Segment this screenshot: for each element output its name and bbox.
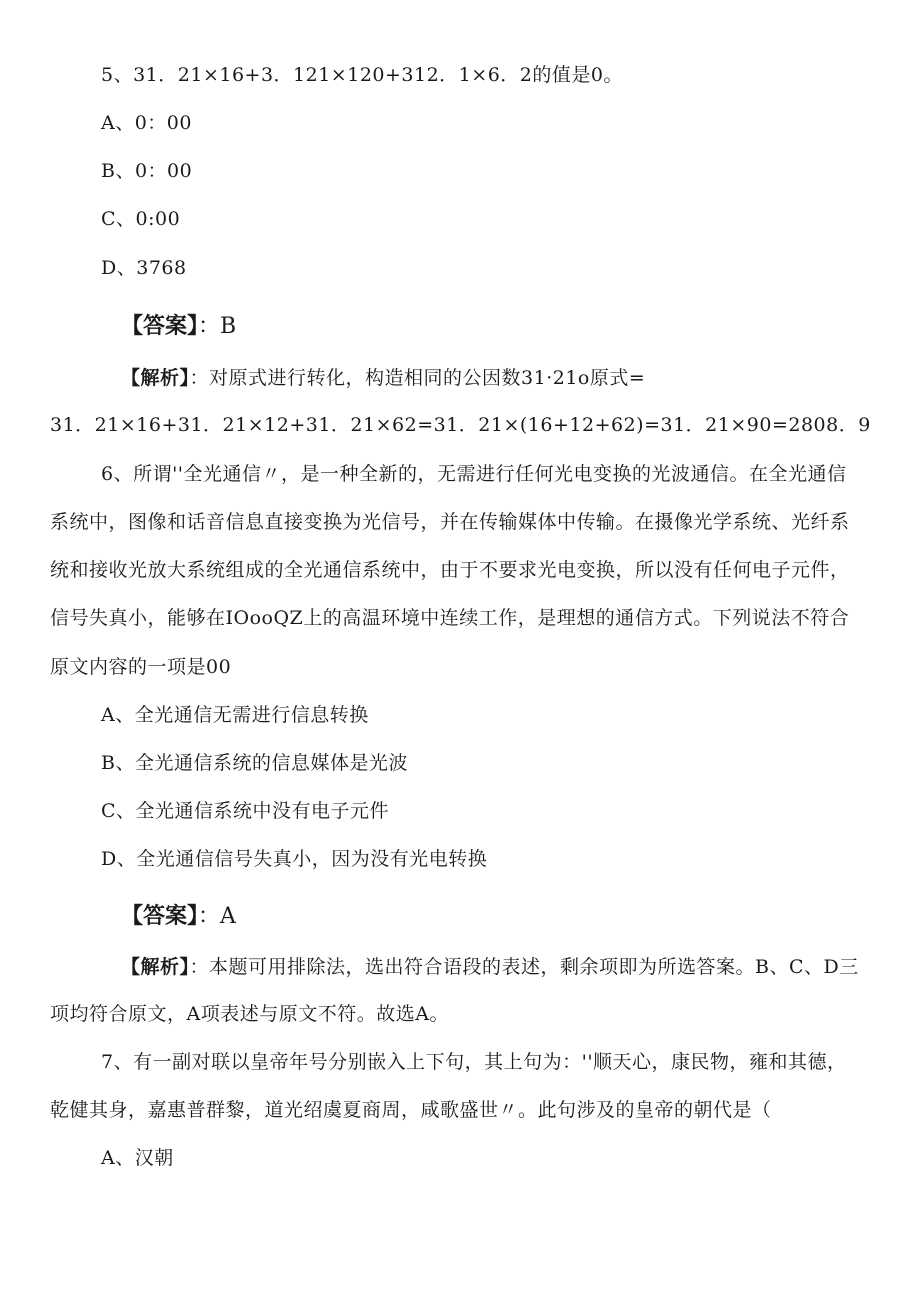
- answer-label: 【答案】: [121, 904, 199, 929]
- answer-value: ：B: [198, 314, 237, 339]
- question-5-explanation: [121, 366, 645, 390]
- question-6-option-d: D、全光通信信号失真小，因为没有光电转换: [101, 848, 488, 870]
- question-6-option-c: C、全光通信系统中没有电子元件: [101, 800, 390, 822]
- question-6-explanation-continued: 项均符合原文，A项表述与原文不符。故选A。: [50, 1003, 449, 1025]
- question-5-option-c: C、0:00: [101, 208, 181, 230]
- question-6-stem-line-5: 原文内容的一项是00: [50, 656, 232, 678]
- explanation-text: ：本题可用排除法，选出符合语段的表述，剩余项即为所选答案。B、C、D三: [189, 956, 859, 978]
- question-6-stem-line-4: 信号失真小，能够在IOooQZ上的高温环境中连续工作，是理想的通信方式。下列说法不符合: [50, 607, 850, 629]
- explanation-text: ：对原式进行转化，构造相同的公因数31·21o原式=: [189, 367, 646, 389]
- question-5-explanation-continued: 31．21×16+31．21×12+31．21×62=31．21×(16+12+62)=31．21×90=2808．9: [50, 414, 871, 436]
- question-5-answer: [121, 313, 236, 341]
- question-6-option-b: B、全光通信系统的信息媒体是光波: [101, 752, 408, 774]
- explanation-label: 【解析】: [121, 367, 190, 389]
- answer-value: ：A: [198, 904, 236, 929]
- question-7-stem-line-1: 7、有一副对联以皇帝年号分别嵌入上下句，其上句为：''顺天心，康民物，雍和其德，: [101, 1051, 847, 1073]
- question-6-stem-line-3: 统和接收光放大系统组成的全光通信系统中，由于不要求光电变换，所以没有任何电子元件，: [50, 559, 850, 581]
- question-7-option-a: A、汉朝: [101, 1147, 174, 1169]
- question-6-stem-line-1: 6、所谓''全光通信〃，是一种全新的，无需进行任何光电变换的光波通信。在全光通信: [101, 463, 847, 485]
- question-5-option-a: A、0：00: [101, 112, 192, 134]
- question-6-option-a: A、全光通信无需进行信息转换: [101, 704, 369, 726]
- question-5-stem: 5、31．21×16+3．121×120+312．1×6．2的值是0。: [101, 64, 623, 86]
- answer-label: 【答案】: [121, 314, 199, 339]
- explanation-label: 【解析】: [121, 956, 190, 978]
- question-5-option-d: D、3768: [101, 257, 187, 279]
- question-6-answer: [121, 903, 236, 931]
- question-6-explanation: [121, 955, 859, 979]
- question-5-option-b: B、0：00: [101, 160, 193, 182]
- question-6-stem-line-2: 系统中，图像和话音信息直接变换为光信号，并在传输媒体中传输。在摄像光学系统、光纤系: [50, 511, 850, 533]
- question-7-stem-line-2: 乾健其身，嘉惠普群黎，道光绍虞夏商周，咸歌盛世〃。此句涉及的皇帝的朝代是（: [50, 1099, 772, 1121]
